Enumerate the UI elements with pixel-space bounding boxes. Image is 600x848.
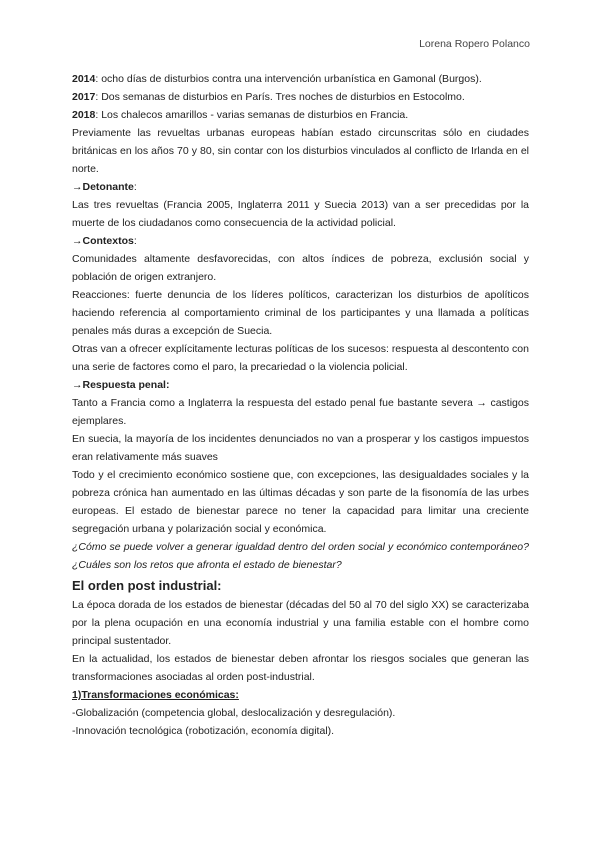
- respuesta-question: ¿Cómo se puede volver a generar igualdad dentro del orden social y económico contemporáneo? ¿Cuáles son los retos que afronta el estado de bienestar?: [72, 541, 529, 571]
- heading-colon: :: [133, 235, 137, 247]
- respuesta-paragraph: Todo y el crecimiento económico sostiene que, con excepciones, las desigualdades sociales y la pobreza crónica han aumentado en las últimas décadas y son parte de la fisonomía de las urbes europeas. El estado de bienestar parece no tener la capacidad para limitar una creciente segregación urbana y polarización social y económica.: [72, 469, 529, 535]
- respuesta-paragraph: En suecia, la mayoría de los incidentes denunciados no van a prosperar y los castigos impuestos eran relativamente más suaves: [72, 433, 529, 463]
- intro-paragraph: Previamente las revueltas urbanas europeas habían estado circunscritas sólo en ciudades británicas en los años 70 y 80, sin contar con los disturbios vinculados al conflicto de Irlanda en el norte.: [72, 127, 529, 175]
- heading-colon: :: [133, 181, 137, 193]
- event-text: : Dos semanas de disturbios en París. Tres noches de disturbios en Estocolmo.: [95, 91, 465, 103]
- contextos-heading: →Contextos: [72, 235, 134, 247]
- transformaciones-subheading: 1)Transformaciones económicas:: [72, 689, 239, 701]
- contextos-paragraph: Otras van a ofrecer explícitamente lecturas políticas de los sucesos: respuesta al descontento con una serie de factores como el paro, la precariedad o la violencia policial.: [72, 343, 529, 373]
- post-industrial-heading: El orden post industrial:: [72, 578, 222, 593]
- contextos-heading-line: [72, 232, 529, 250]
- list-item: -Globalización (competencia global, deslocalización y desregulación).: [72, 707, 396, 719]
- respuesta-paragraph: Tanto a Francia como a Inglaterra la respuesta del estado penal fue bastante severa → castigos ejemplares.: [72, 397, 529, 427]
- event-year: 2018: [72, 109, 96, 121]
- event-line-2017: [72, 88, 529, 106]
- event-text: : Los chalecos amarillos - varias semanas de disturbios en Francia.: [95, 109, 409, 121]
- event-text: : ocho días de disturbios contra una intervención urbanística en Gamonal (Burgos).: [95, 73, 482, 85]
- event-line-2018: [72, 106, 529, 124]
- post-industrial-paragraph: La época dorada de los estados de bienestar (décadas del 50 al 70 del siglo XX) se caracterizaba por la plena ocupación en una economía industrial y una familia estable con el hombre como principal sustentador.: [72, 599, 529, 647]
- author-header: Lorena Ropero Polanco: [419, 38, 530, 50]
- detonante-heading: →Detonante: [72, 181, 134, 193]
- event-year: 2014: [72, 73, 96, 85]
- event-line-2014: [72, 70, 529, 88]
- document-body: [72, 70, 529, 740]
- contextos-paragraph: Comunidades altamente desfavorecidas, con altos índices de pobreza, exclusión social y población de origen extranjero.: [72, 253, 529, 283]
- event-year: 2017: [72, 91, 96, 103]
- contextos-paragraph: Reacciones: fuerte denuncia de los líderes políticos, caracterizan los disturbios de apolíticos haciendo referencia al comportamiento criminal de los participantes y una llamada a políticas penales más duras a excepción de Suecia.: [72, 289, 529, 337]
- respuesta-heading: →Respuesta penal:: [72, 379, 170, 391]
- detonante-paragraph: Las tres revueltas (Francia 2005, Inglaterra 2011 y Suecia 2013) van a ser precedidas por la muerte de los ciudadanos como consecuencia de la actividad policial.: [72, 199, 529, 229]
- list-item: -Innovación tecnológica (robotización, economía digital).: [72, 725, 335, 737]
- post-industrial-paragraph: En la actualidad, los estados de bienestar deben afrontar los riesgos sociales que generan las transformaciones asociadas al orden post-industrial.: [72, 653, 529, 683]
- detonante-heading-line: [72, 178, 529, 196]
